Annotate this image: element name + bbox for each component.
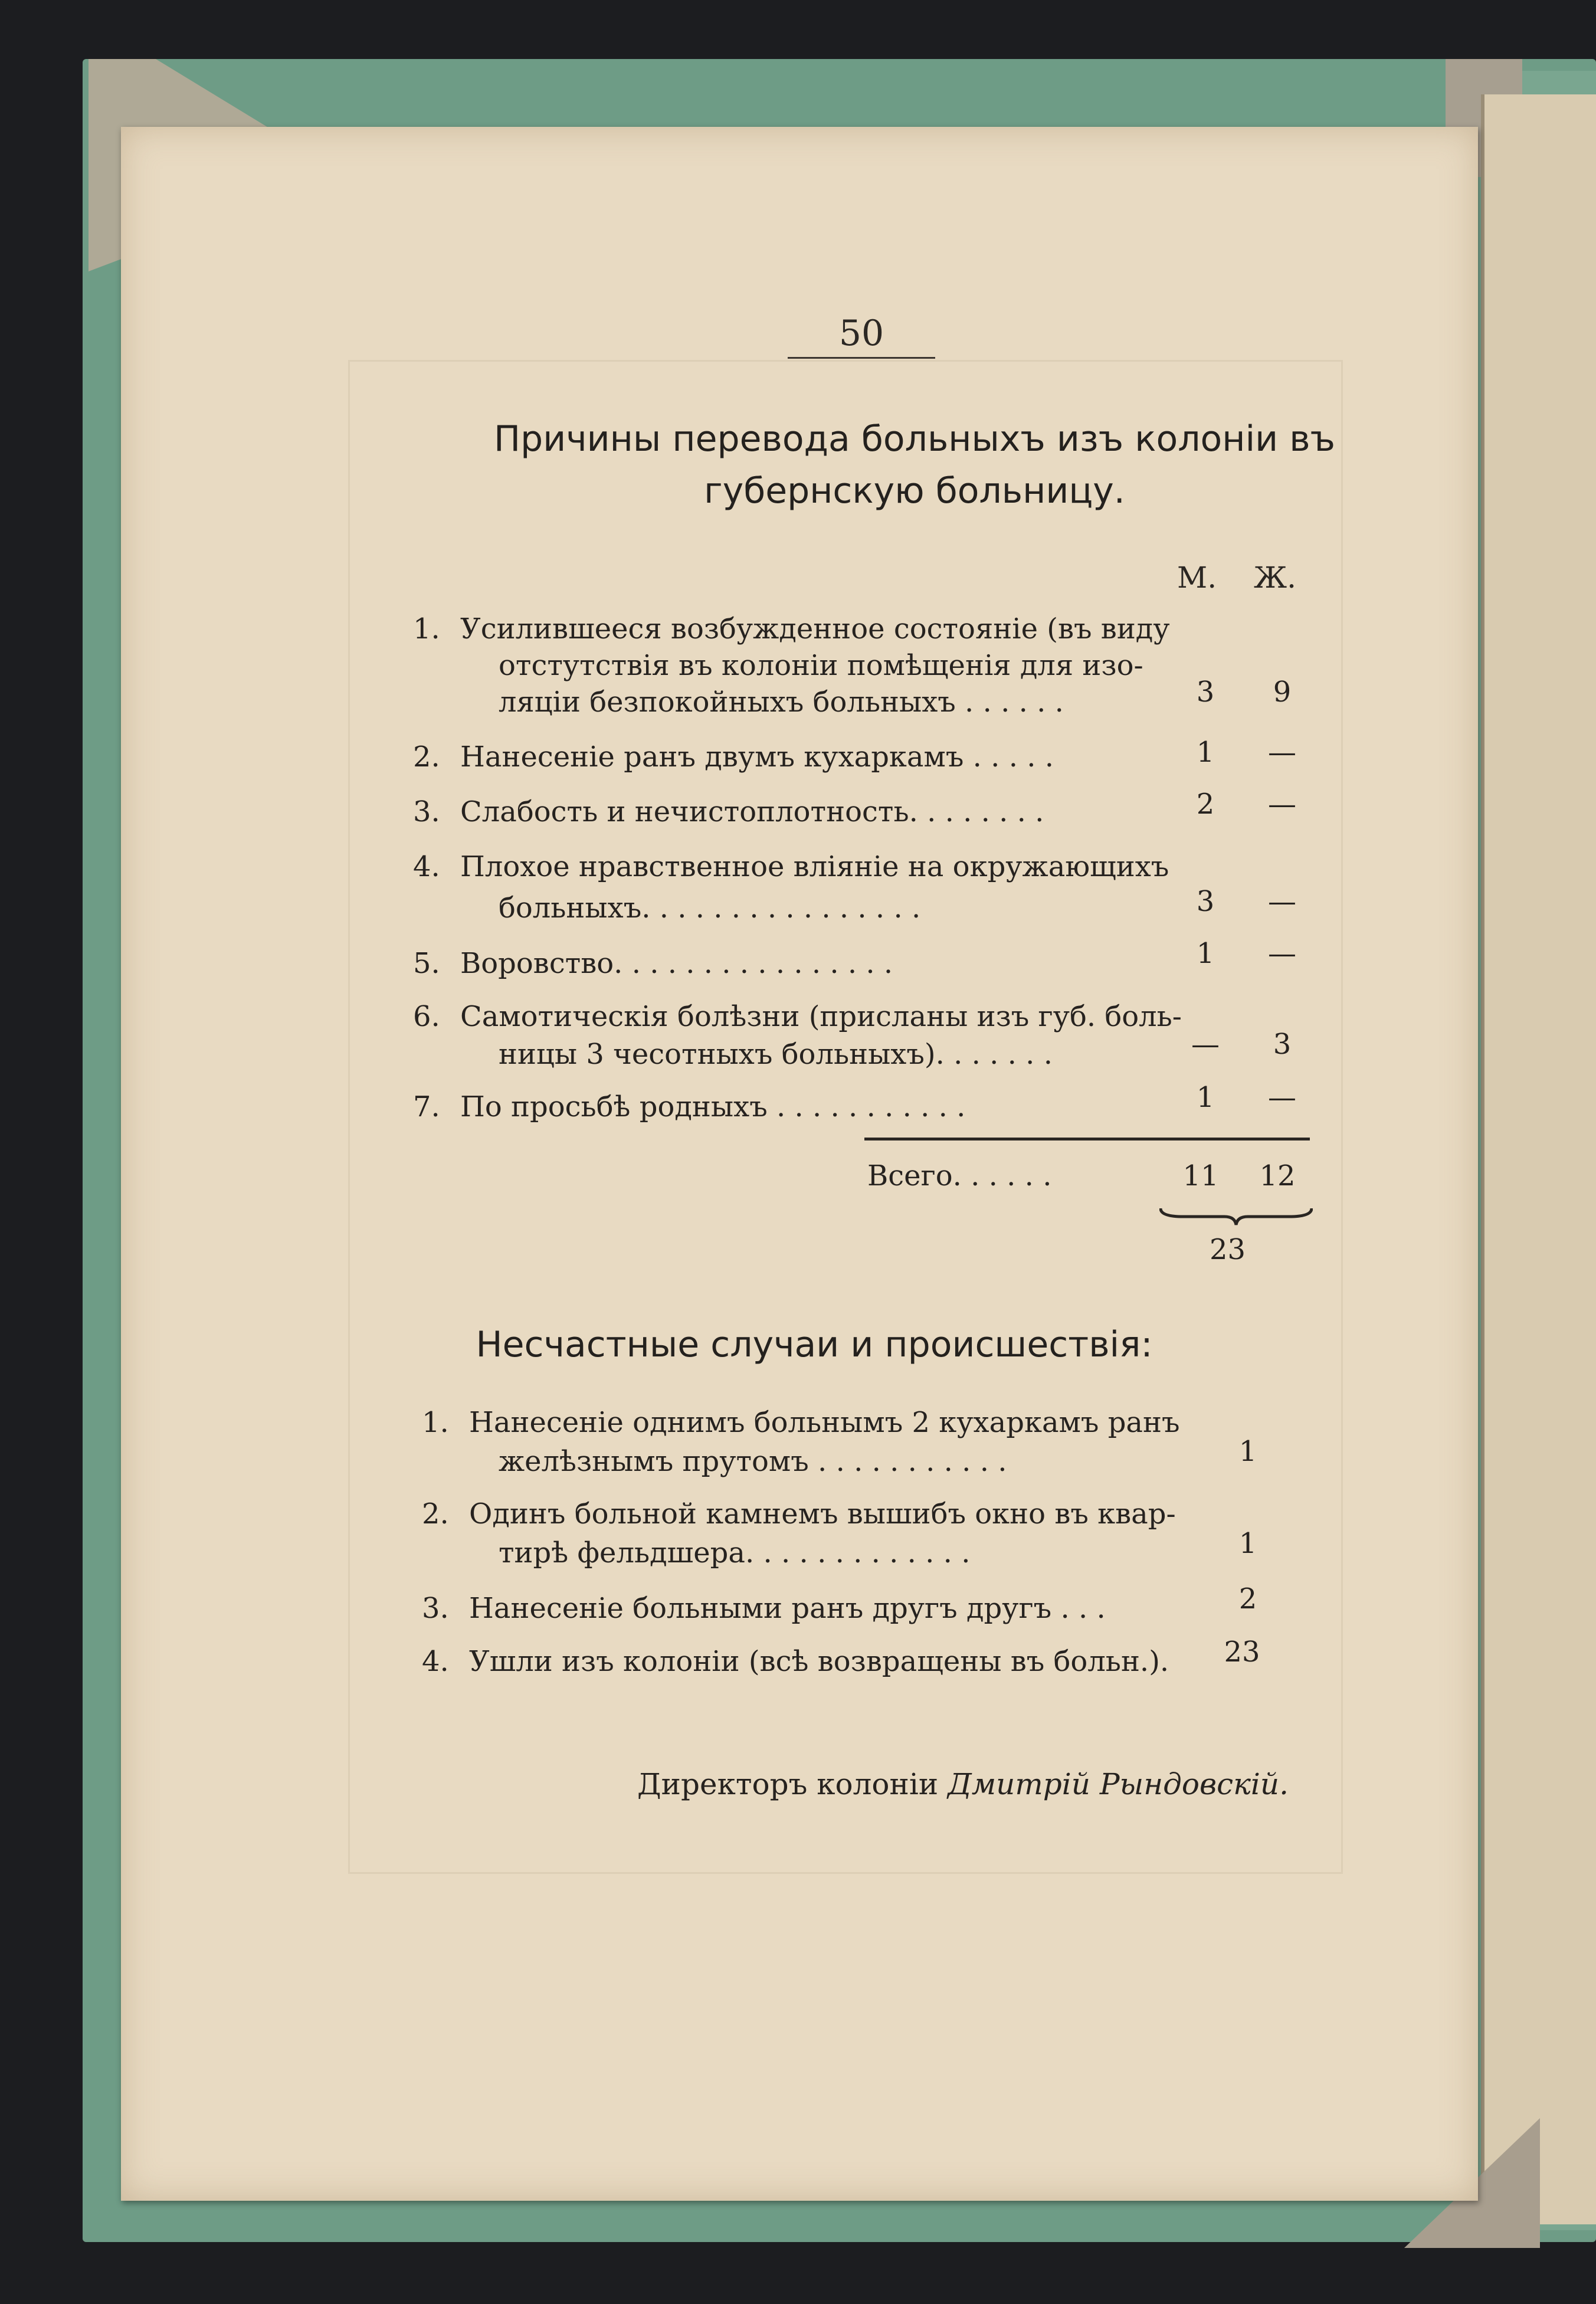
accident-num: 3.: [422, 1592, 449, 1625]
cause-text-cont: отстутствія въ колоніи помѣщенія для изо-: [499, 649, 1143, 682]
page-number: 50: [838, 313, 884, 354]
accident-text: Ушли изъ колоніи (всѣ возвращены въ больн.).: [469, 1645, 1169, 1678]
accident-value: 1: [1238, 1527, 1257, 1560]
cause-value-zh: —: [1268, 788, 1296, 821]
accident-num: 4.: [422, 1645, 449, 1678]
column-header-m: М.: [1177, 561, 1217, 595]
cause-value-m: 1: [1196, 937, 1215, 970]
section1-heading: [354, 413, 1475, 517]
grand-total: 23: [1210, 1233, 1246, 1266]
column-header-zh: Ж.: [1254, 561, 1297, 595]
cause-text: Слабость и нечистоплотность. . . . . . . .: [460, 795, 1044, 828]
cause-text: Воровство. . . . . . . . . . . . . . . .: [460, 947, 893, 980]
cause-value-zh: —: [1268, 736, 1296, 769]
section1-title-line1: Причины перевода больныхъ изъ колоніи въ: [494, 418, 1335, 460]
cause-value-m: —: [1191, 1028, 1220, 1061]
total-zh: 12: [1259, 1159, 1296, 1192]
signature-line: [637, 1767, 1289, 1801]
cause-text-cont: больныхъ. . . . . . . . . . . . . . . .: [499, 892, 921, 925]
cause-value-zh: —: [1268, 885, 1296, 918]
cause-text: Плохое нравственное вліяніе на окружающихъ: [460, 850, 1169, 883]
cause-text-cont: ницы 3 чесотныхъ больныхъ). . . . . . .: [499, 1038, 1053, 1071]
accident-value: 2: [1238, 1582, 1257, 1615]
accident-num: 1.: [422, 1406, 449, 1439]
cause-text-cont: ляціи безпокойныхъ больныхъ . . . . . .: [499, 686, 1064, 719]
cause-value-m: 3: [1196, 885, 1215, 918]
cause-num: 3.: [413, 795, 440, 828]
cause-num: 4.: [413, 850, 440, 883]
cause-text: Самотическія болѣзни (присланы изъ губ. боль-: [460, 1000, 1182, 1033]
cause-value-m: 2: [1196, 788, 1215, 821]
cause-num: 7.: [413, 1090, 440, 1123]
cause-value-zh: 9: [1273, 676, 1292, 709]
cause-value-zh: 3: [1273, 1028, 1292, 1061]
accident-text-cont: желѣзнымъ прутомъ . . . . . . . . . . .: [499, 1445, 1007, 1478]
cause-num: 1.: [413, 612, 440, 645]
total-brace: [1159, 1204, 1313, 1227]
cause-num: 5.: [413, 947, 440, 980]
accident-text: Одинъ больной камнемъ вышибъ окно въ квар-: [469, 1497, 1176, 1530]
total-rule: [864, 1138, 1310, 1140]
page-number-underline: [788, 357, 935, 359]
cause-value-zh: —: [1268, 937, 1296, 970]
accident-text: Нанесеніе однимъ больнымъ 2 кухаркамъ ранъ: [469, 1406, 1180, 1439]
cause-num: 2.: [413, 740, 440, 774]
total-label: Всего. . . . . .: [867, 1159, 1052, 1192]
signature-prefix: Директоръ колоніи: [637, 1767, 939, 1801]
cause-value-m: 1: [1196, 1081, 1215, 1114]
cause-num: 6.: [413, 1000, 440, 1033]
total-m: 11: [1182, 1159, 1219, 1192]
cause-text: Усилившееся возбужденное состояніе (въ виду: [460, 612, 1170, 645]
cause-text: По просьбѣ родныхъ . . . . . . . . . . .: [460, 1090, 966, 1123]
accident-text-cont: тирѣ фельдшера. . . . . . . . . . . . .: [499, 1536, 971, 1569]
cause-value-m: 3: [1196, 676, 1215, 709]
cause-value-m: 1: [1196, 736, 1215, 769]
facing-page-edge: [1481, 94, 1596, 2224]
accident-value: 1: [1238, 1435, 1257, 1468]
accident-value: 23: [1224, 1636, 1260, 1669]
cause-text: Нанесеніе ранъ двумъ кухаркамъ . . . . .: [460, 740, 1054, 774]
accident-text: Нанесеніе больными ранъ другъ другъ . . .: [469, 1592, 1106, 1625]
cause-value-zh: —: [1268, 1081, 1296, 1114]
section2-title: Несчастные случаи и происшествія:: [476, 1324, 1153, 1365]
section1-title-line2: губернскую больницу.: [704, 470, 1125, 512]
signature-name: Дмитрій Рындовскій.: [948, 1767, 1289, 1801]
accident-num: 2.: [422, 1497, 449, 1530]
